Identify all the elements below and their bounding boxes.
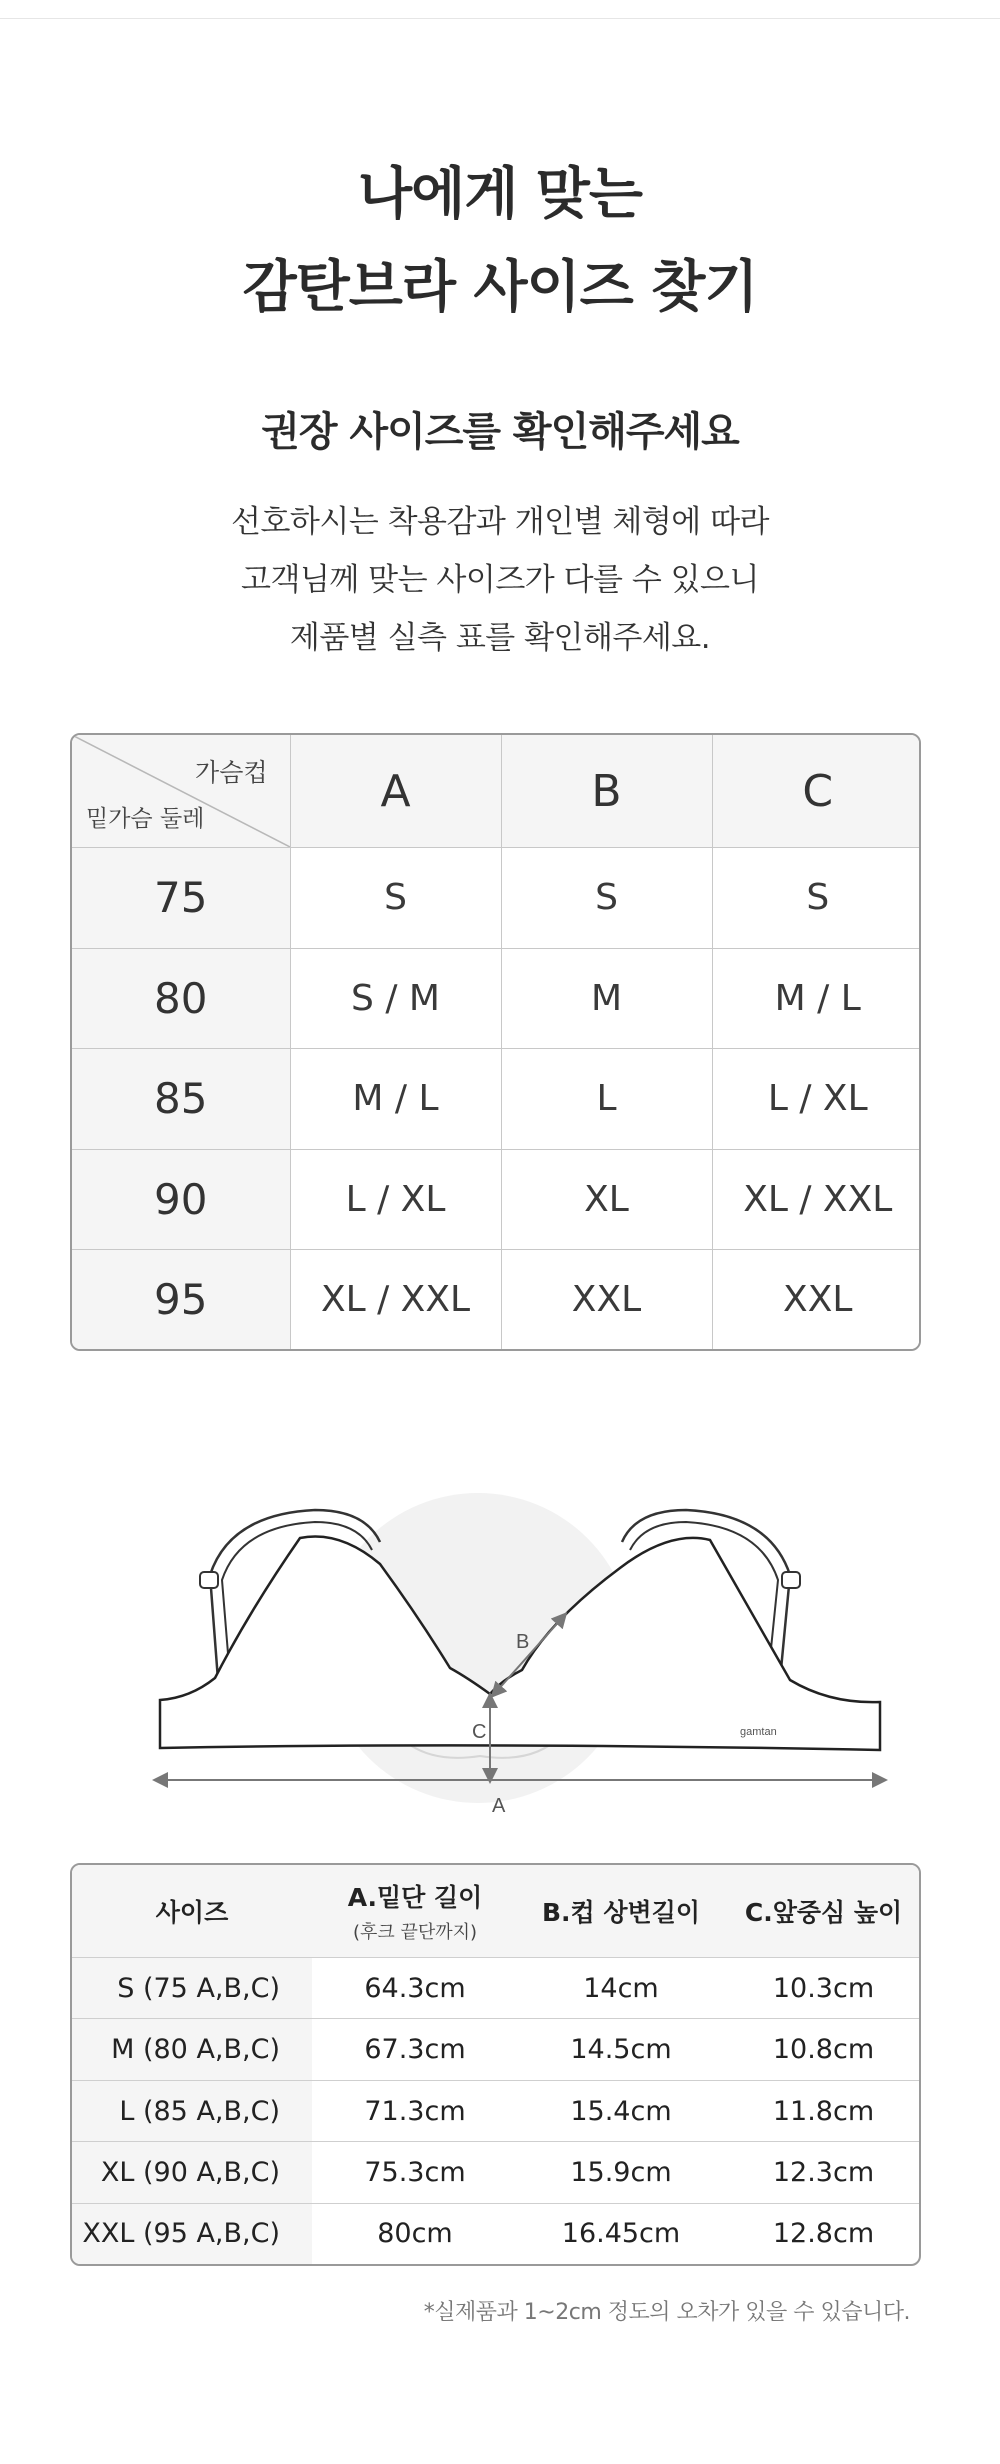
size-chart-corner bbox=[72, 735, 290, 848]
value-a: 75.3cm bbox=[312, 2142, 518, 2203]
top-divider bbox=[0, 18, 1000, 19]
size-cell: M / L bbox=[290, 1049, 501, 1150]
right-strap-adjuster bbox=[782, 1572, 800, 1588]
header-a bbox=[312, 1865, 518, 1958]
cup-header-c: C bbox=[712, 735, 921, 848]
size-row bbox=[72, 848, 921, 949]
corner-cup-label: 가슴컵 bbox=[195, 758, 268, 787]
band-value: 75 bbox=[72, 848, 290, 949]
band-value: 95 bbox=[72, 1250, 290, 1350]
size-cell: L / XL bbox=[712, 1049, 921, 1150]
label-b: B bbox=[516, 1631, 530, 1653]
size-row bbox=[72, 1149, 921, 1250]
cup-header-b: B bbox=[501, 735, 712, 848]
size-label: XL (90 A,B,C) bbox=[72, 2142, 312, 2203]
size-cell: XXL bbox=[712, 1250, 921, 1350]
cup-header-a: A bbox=[290, 735, 501, 848]
size-cell: XL / XXL bbox=[712, 1149, 921, 1250]
tolerance-note: *실제품과 1~2cm 정도의 오차가 있을 수 있습니다. bbox=[423, 2300, 910, 2325]
size-cell: M / L bbox=[712, 948, 921, 1049]
label-c: C bbox=[472, 1721, 487, 1743]
measurement-table bbox=[70, 1863, 921, 2266]
table-row bbox=[72, 2080, 921, 2141]
size-cell: M bbox=[501, 948, 712, 1049]
size-cell: L bbox=[501, 1049, 712, 1150]
size-cell: XXL bbox=[501, 1250, 712, 1350]
description-line2: 고객님께 맞는 사이즈가 다를 수 있으니 bbox=[241, 562, 759, 598]
value-b: 14cm bbox=[518, 1958, 724, 2019]
description-line3: 제품별 실측 표를 확인해주세요. bbox=[289, 620, 711, 656]
band-value: 80 bbox=[72, 948, 290, 1049]
size-cell: S bbox=[501, 848, 712, 949]
size-cell: L / XL bbox=[290, 1149, 501, 1250]
value-c: 11.8cm bbox=[724, 2080, 921, 2141]
table-row bbox=[72, 1958, 921, 2019]
bra-measurement-diagram bbox=[150, 1480, 890, 1820]
band-value: 85 bbox=[72, 1049, 290, 1150]
size-label: S (75 A,B,C) bbox=[72, 1958, 312, 2019]
header-b: B.컵 상변길이 bbox=[518, 1865, 724, 1958]
page-title-line2: 감탄브라 사이즈 찾기 bbox=[242, 255, 758, 320]
table-row bbox=[72, 2203, 921, 2264]
value-a: 64.3cm bbox=[312, 1958, 518, 2019]
value-a: 67.3cm bbox=[312, 2019, 518, 2080]
size-label: XXL (95 A,B,C) bbox=[72, 2203, 312, 2264]
value-c: 10.3cm bbox=[724, 1958, 921, 2019]
band-value: 90 bbox=[72, 1149, 290, 1250]
section-subtitle: 권장 사이즈를 확인해주세요 bbox=[261, 409, 739, 455]
size-label: M (80 A,B,C) bbox=[72, 2019, 312, 2080]
corner-band-label: 밑가슴 둘레 bbox=[86, 806, 205, 832]
value-c: 12.8cm bbox=[772, 2218, 875, 2250]
page-title-line1: 나에게 맞는 bbox=[358, 162, 642, 227]
value-b: 14.5cm bbox=[518, 2019, 724, 2080]
header-a-sub: (후크 끝단까지) bbox=[352, 1922, 478, 1943]
brand-logo: gamtan bbox=[740, 1726, 777, 1738]
value-b: 15.4cm bbox=[518, 2080, 724, 2141]
size-row bbox=[72, 1250, 921, 1350]
size-cell: S / M bbox=[290, 948, 501, 1049]
value-b: 15.9cm bbox=[518, 2142, 724, 2203]
size-cell: XL / XXL bbox=[290, 1250, 501, 1350]
size-label: L (85 A,B,C) bbox=[72, 2080, 312, 2141]
value-a: 80cm bbox=[377, 2218, 453, 2250]
size-row bbox=[72, 948, 921, 1049]
size-cell: XL bbox=[501, 1149, 712, 1250]
size-cell: S bbox=[290, 848, 501, 949]
value-c: 10.8cm bbox=[724, 2019, 921, 2080]
label-a: A bbox=[492, 1795, 506, 1817]
left-strap-adjuster bbox=[200, 1572, 218, 1588]
header-c: C.앞중심 높이 bbox=[724, 1865, 921, 1958]
description-line1: 선호하시는 착용감과 개인별 체형에 따라 bbox=[231, 504, 769, 540]
size-chart bbox=[70, 733, 921, 1351]
size-row bbox=[72, 1049, 921, 1150]
header-size: 사이즈 bbox=[72, 1865, 312, 1958]
table-row bbox=[72, 2142, 921, 2203]
table-row bbox=[72, 2019, 921, 2080]
header-a-label: A.밑단 길이 bbox=[347, 1883, 483, 1912]
value-b: 16.45cm bbox=[561, 2218, 681, 2250]
value-c: 12.3cm bbox=[724, 2142, 921, 2203]
size-cell: S bbox=[712, 848, 921, 949]
value-a: 71.3cm bbox=[312, 2080, 518, 2141]
